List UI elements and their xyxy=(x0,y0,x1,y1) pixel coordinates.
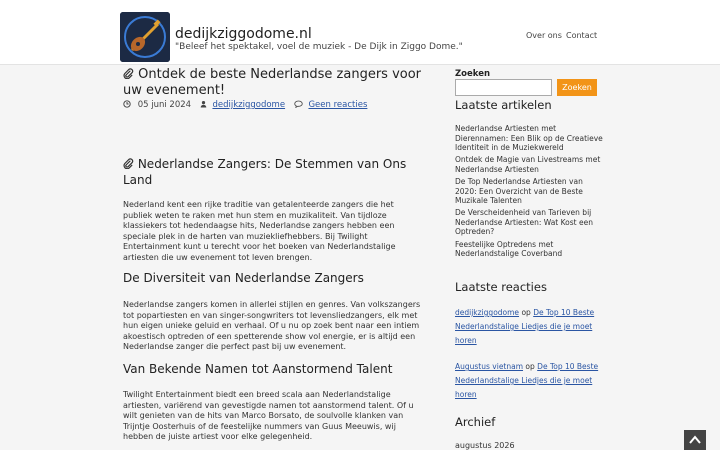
post-author-link[interactable]: dedijkziggodome xyxy=(212,100,286,110)
guitar-logo-icon[interactable] xyxy=(120,12,170,62)
nav-over-ons[interactable]: Over ons xyxy=(526,31,562,40)
post-title-text: Ontdek de beste Nederlandse zangers voor uw evenement! xyxy=(123,67,422,98)
comment-post-link[interactable]: De Top 10 Beste Nederlandstalige Liedjes die je moet horen xyxy=(455,362,599,399)
section-heading-diversiteit: De Diversiteit van Nederlandse Zangers xyxy=(123,271,364,285)
site-header xyxy=(0,0,720,65)
paragraph-talent: Twilight Entertainment biedt een breed scala aan Nederlandstalige artiesten, variërend van gevestigde namen tot aanstormend talent. Of u wilt genieten van de hits van Marco Borsato, de soulvolle klanken van Trijntje Oosterhuis of de feestelijke nummers van Guus Meeuwis, wij hebben de juiste artiest voor elke gelegenheid. xyxy=(123,390,414,441)
nav-contact[interactable]: Contact xyxy=(566,31,598,40)
archive-title: Archief xyxy=(455,415,496,429)
recent-articles-title: Laatste artikelen xyxy=(455,98,552,112)
recent-articles-list xyxy=(455,124,605,261)
back-to-top-button[interactable] xyxy=(684,430,706,450)
section-heading-zangers-text: Nederlandse Zangers: De Stemmen van Ons Land xyxy=(123,157,407,187)
post-meta xyxy=(123,100,367,111)
comment-bubble-icon xyxy=(294,100,303,111)
recent-comment-item xyxy=(455,306,605,348)
comment-on-text: op xyxy=(521,308,531,317)
site-title[interactable]: dedijkziggodome.nl xyxy=(175,26,312,42)
post-comments-link[interactable]: Geen reacties xyxy=(308,100,368,110)
recent-article-link[interactable]: De Verscheidenheid van Tarieven bij Nederlandse Artiesten: Wat Kost een Optreden? xyxy=(455,208,593,237)
paperclip-icon xyxy=(123,158,134,173)
comment-author-link[interactable]: Augustus vietnam xyxy=(455,362,524,371)
comment-post-link[interactable]: De Top 10 Beste Nederlandstalige Liedjes die je moet horen xyxy=(455,308,595,345)
search-input[interactable] xyxy=(455,79,552,96)
recent-comment-item xyxy=(455,360,605,402)
site-tagline: "Beleef het spektakel, voel de muziek - De Dijk in Ziggo Dome." xyxy=(175,42,463,52)
recent-article-link[interactable]: Feestelijke Optredens met Nederlandstalige Coverband xyxy=(455,239,563,259)
chevron-up-icon xyxy=(684,435,706,450)
section-heading-zangers xyxy=(123,157,423,188)
section-heading-talent: Van Bekende Namen tot Aanstormend Talent xyxy=(123,362,393,376)
recent-article-link[interactable]: Ontdek de Magie van Livestreams met Nederlandse Artiesten xyxy=(455,155,601,174)
recent-comments-title: Laatste reacties xyxy=(455,280,547,294)
paragraph-intro: Nederland kent een rijke traditie van getalenteerde zangers die het publiek weten te raken met hun stem en muzikaliteit. Van tijdloze klassiekers tot hedendaagse hits, Nederlandse zangers hebben een speciale plek in de harten van muziekliefhebbers. Bij Twilight Entertainment kunt u terecht voor het boeken van Nederlandstalige artiesten die uw evenement tot leven brengen. xyxy=(123,200,396,262)
clock-icon xyxy=(123,100,131,111)
post-date: 05 juni 2024 xyxy=(137,100,192,110)
search-label: Zoeken xyxy=(455,69,491,79)
comment-on-text: op xyxy=(525,362,535,371)
archive-item-link[interactable]: augustus 2026 xyxy=(455,441,515,450)
paperclip-icon xyxy=(123,68,134,83)
search-button[interactable]: Zoeken xyxy=(557,79,597,96)
paragraph-diversiteit: Nederlandse zangers komen in allerlei stijlen en genres. Van volkszangers tot popartiesten en van singer-songwriters tot levensliedzangers, elk met hun eigen unieke geluid en verhaal. Of u nu op zoek bent naar een intiem akoestisch optreden of een spetterende show vol energie, er is altijd een Nederlandse zanger die perfect past bij uw evenement. xyxy=(123,300,421,351)
user-icon xyxy=(200,100,207,111)
recent-article-link[interactable]: Nederlandse Artiesten met Dierennamen: Een Blik op de Creatieve Identiteit in de Muziekwereld xyxy=(455,124,603,153)
recent-article-link[interactable]: De Top Nederlandse Artiesten van 2020: Een Overzicht van de Beste Muzikale Talenten xyxy=(455,176,583,206)
post-title xyxy=(123,67,423,98)
comment-author-link[interactable]: dedijkziggodome xyxy=(455,308,520,317)
